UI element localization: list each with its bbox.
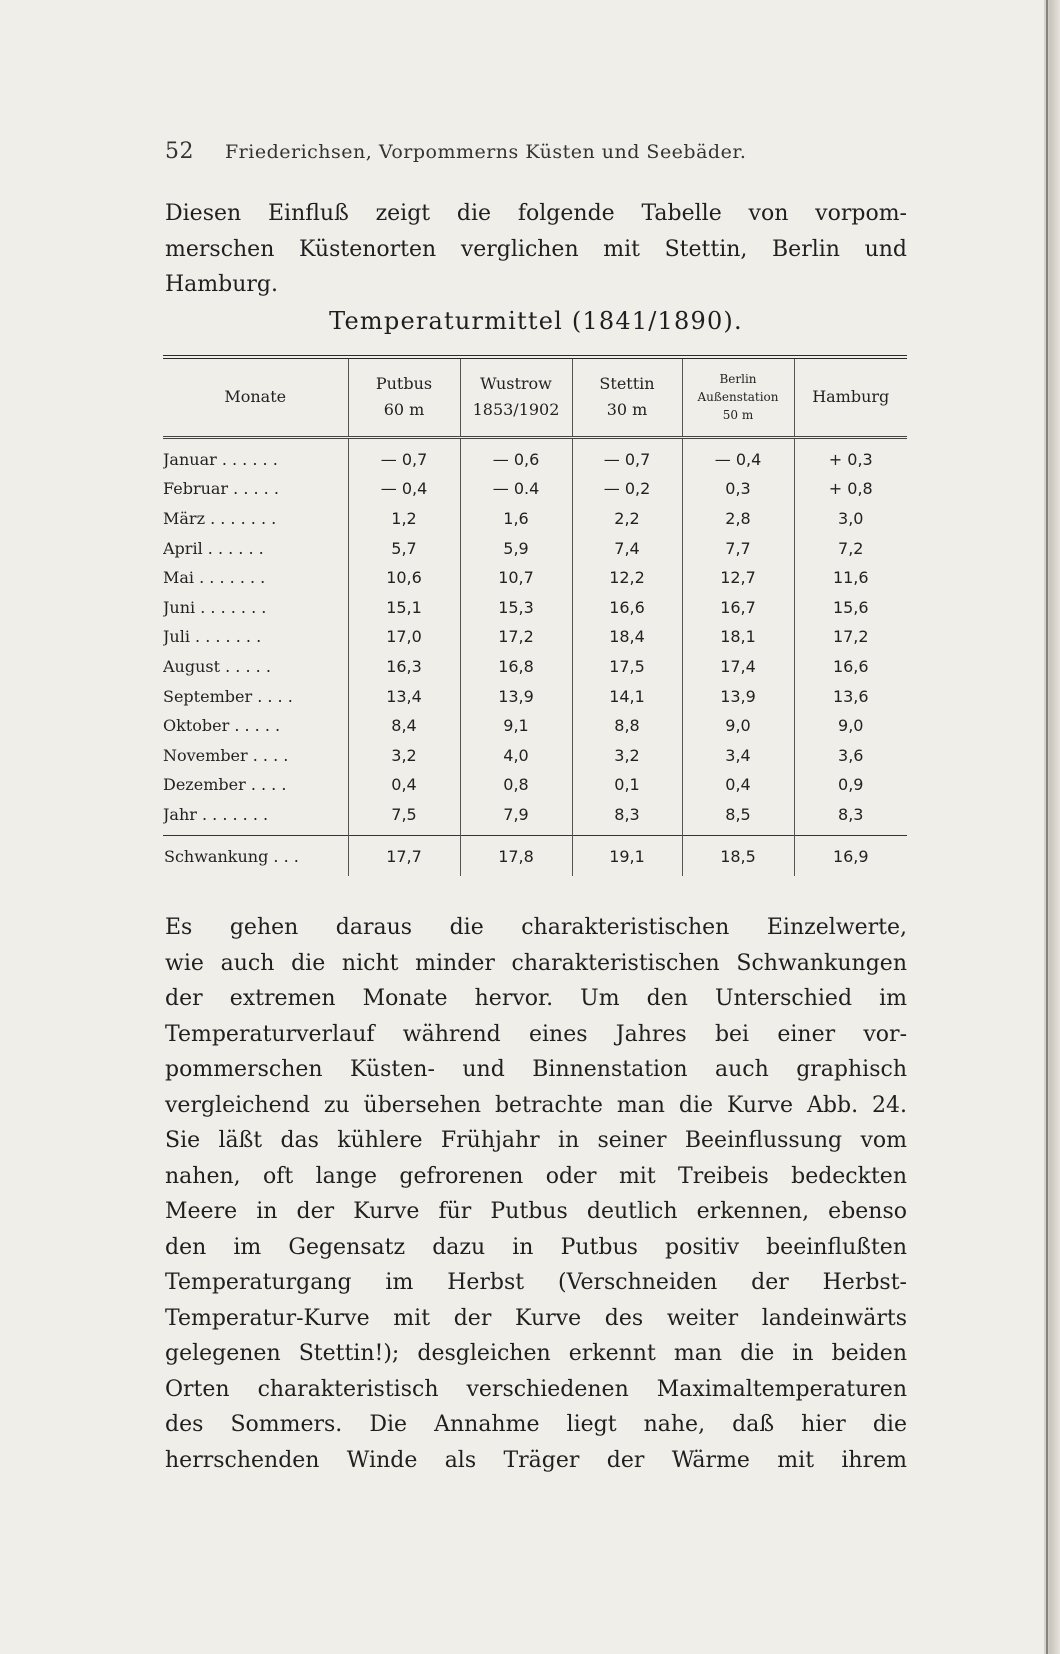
footer-cell: 16,9 bbox=[794, 836, 907, 877]
value-cell: 16,6 bbox=[572, 592, 682, 622]
value-cell: 10,6 bbox=[348, 563, 460, 593]
footer-cell: 17,7 bbox=[348, 836, 460, 877]
footer-cell: 17,8 bbox=[460, 836, 572, 877]
table-caption: Temperaturmittel (1841/1890). bbox=[329, 307, 743, 335]
value-cell: 8,8 bbox=[572, 711, 682, 741]
table-row bbox=[163, 652, 907, 682]
running-title: Friederichsen, Vorpommerns Küsten und Seebäder. bbox=[225, 141, 747, 163]
value-cell: 8,3 bbox=[794, 800, 907, 836]
intro-line: Diesen Einfluß zeigt die folgende Tabelle von vorpom- bbox=[165, 201, 907, 226]
value-cell: 16,6 bbox=[794, 652, 907, 682]
month-cell: Juni . . . . . . . bbox=[163, 597, 267, 617]
intro-line: Hamburg. bbox=[165, 272, 279, 297]
month-cell: Juli . . . . . . . bbox=[163, 627, 262, 647]
body-line: Temperatur-Kurve mit der Kurve des weiter landeinwärts bbox=[165, 1305, 907, 1331]
value-cell: 3,2 bbox=[348, 740, 460, 770]
intro-line: merschen Küstenorten verglichen mit Stettin, Berlin und bbox=[165, 236, 907, 262]
value-cell: 0,9 bbox=[794, 770, 907, 800]
value-cell: 8,5 bbox=[682, 800, 794, 836]
value-cell: 11,6 bbox=[794, 563, 907, 593]
month-cell: Januar . . . . . . bbox=[163, 449, 278, 469]
value-cell: 15,6 bbox=[794, 592, 907, 622]
value-cell: 12,7 bbox=[682, 563, 794, 593]
body-line: Temperaturgang im Herbst (Verschneiden der Herbst- bbox=[165, 1270, 907, 1295]
body-line: Sie läßt das kühlere Frühjahr in seiner Beeinflussung vom bbox=[165, 1128, 907, 1153]
value-cell: 14,1 bbox=[572, 681, 682, 711]
table-row bbox=[163, 681, 907, 711]
running-head bbox=[165, 139, 805, 169]
column-header-berlin: Berlin Außenstation 50 m bbox=[682, 357, 794, 437]
value-cell: 7,2 bbox=[794, 533, 907, 563]
value-cell: 2,2 bbox=[572, 504, 682, 534]
body-line: Meere in der Kurve für Putbus deutlich erkennen, ebenso bbox=[165, 1199, 907, 1224]
value-cell: 13,6 bbox=[794, 681, 907, 711]
body-line: den im Gegensatz dazu in Putbus positiv beeinflußten bbox=[165, 1234, 907, 1260]
table-row bbox=[163, 504, 907, 534]
table-row bbox=[163, 711, 907, 741]
value-cell: 9,0 bbox=[794, 711, 907, 741]
table-row bbox=[163, 474, 907, 504]
temperature-table bbox=[163, 355, 907, 876]
month-cell: März . . . . . . . bbox=[163, 508, 277, 528]
value-cell: 15,3 bbox=[460, 592, 572, 622]
value-cell: 7,5 bbox=[348, 800, 460, 836]
month-cell: September . . . . bbox=[163, 686, 293, 706]
value-cell: — 0,7 bbox=[572, 437, 682, 474]
footer-cell: 18,5 bbox=[682, 836, 794, 877]
value-cell: 15,1 bbox=[348, 592, 460, 622]
value-cell: 17,5 bbox=[572, 652, 682, 682]
column-header-stettin: Stettin 30 m bbox=[572, 357, 682, 437]
value-cell: — 0,2 bbox=[572, 474, 682, 504]
column-header-putbus: Putbus 60 m bbox=[348, 357, 460, 437]
footer-label: Schwankung . . . bbox=[163, 836, 348, 877]
table-row bbox=[163, 770, 907, 800]
value-cell: 3,6 bbox=[794, 740, 907, 770]
value-cell: 8,3 bbox=[572, 800, 682, 836]
value-cell: 16,3 bbox=[348, 652, 460, 682]
value-cell: 18,4 bbox=[572, 622, 682, 652]
month-cell: Mai . . . . . . . bbox=[163, 568, 266, 588]
value-cell: 7,7 bbox=[682, 533, 794, 563]
month-cell: Dezember . . . . bbox=[163, 775, 287, 795]
value-cell: 18,1 bbox=[682, 622, 794, 652]
value-cell: + 0,3 bbox=[794, 437, 907, 474]
value-cell: — 0,7 bbox=[348, 437, 460, 474]
table-row bbox=[163, 800, 907, 836]
value-cell: 4,0 bbox=[460, 740, 572, 770]
body-line: Temperaturverlauf während eines Jahres bei einer vor- bbox=[165, 1021, 907, 1047]
month-cell: August . . . . . bbox=[163, 656, 271, 676]
table-row bbox=[163, 437, 907, 474]
table-row bbox=[163, 740, 907, 770]
body-paragraph bbox=[165, 910, 907, 1478]
page-number: 52 bbox=[165, 139, 194, 164]
value-cell: 1,2 bbox=[348, 504, 460, 534]
body-line: pommerschen Küsten- und Binnenstation auch graphisch bbox=[165, 1057, 907, 1082]
value-cell: 9,0 bbox=[682, 711, 794, 741]
value-cell: 10,7 bbox=[460, 563, 572, 593]
table-row bbox=[163, 592, 907, 622]
value-cell: 12,2 bbox=[572, 563, 682, 593]
body-line: des Sommers. Die Annahme liegt nahe, daß hier die bbox=[165, 1412, 907, 1437]
month-cell: November . . . . bbox=[163, 745, 289, 765]
body-line: nahen, oft lange gefrorenen oder mit Treibeis bedeckten bbox=[165, 1163, 907, 1189]
table-row bbox=[163, 533, 907, 563]
table-footer-row bbox=[163, 836, 907, 877]
column-header-wustrow: Wustrow 1853/1902 bbox=[460, 357, 572, 437]
value-cell: 13,4 bbox=[348, 681, 460, 711]
value-cell: 8,4 bbox=[348, 711, 460, 741]
value-cell: 1,6 bbox=[460, 504, 572, 534]
value-cell: 13,9 bbox=[460, 681, 572, 711]
body-line: wie auch die nicht minder charakteristischen Schwankungen bbox=[165, 950, 907, 976]
value-cell: 5,7 bbox=[348, 533, 460, 563]
value-cell: — 0,4 bbox=[348, 474, 460, 504]
month-cell: Februar . . . . . bbox=[163, 479, 279, 499]
body-line: Orten charakteristisch verschiedenen Maximaltemperaturen bbox=[165, 1376, 907, 1402]
value-cell: — 0.4 bbox=[460, 474, 572, 504]
body-line: herrschenden Winde als Träger der Wärme mit ihrem bbox=[165, 1447, 907, 1473]
value-cell: 13,9 bbox=[682, 681, 794, 711]
value-cell: 17,2 bbox=[460, 622, 572, 652]
value-cell: 5,9 bbox=[460, 533, 572, 563]
value-cell: 0,4 bbox=[682, 770, 794, 800]
table-row bbox=[163, 563, 907, 593]
value-cell: 16,7 bbox=[682, 592, 794, 622]
value-cell: 0,8 bbox=[460, 770, 572, 800]
value-cell: — 0,4 bbox=[682, 437, 794, 474]
table-header-row bbox=[163, 357, 907, 437]
table-row bbox=[163, 622, 907, 652]
value-cell: 16,8 bbox=[460, 652, 572, 682]
value-cell: — 0,6 bbox=[460, 437, 572, 474]
month-cell: April . . . . . . bbox=[163, 538, 264, 558]
value-cell: 0,1 bbox=[572, 770, 682, 800]
value-cell: 7,4 bbox=[572, 533, 682, 563]
intro-paragraph bbox=[165, 196, 907, 303]
value-cell: 7,9 bbox=[460, 800, 572, 836]
value-cell: 17,2 bbox=[794, 622, 907, 652]
value-cell: + 0,8 bbox=[794, 474, 907, 504]
value-cell: 0,4 bbox=[348, 770, 460, 800]
column-header-monate: Monate bbox=[163, 357, 348, 437]
body-line: vergleichend zu übersehen betrachte man die Kurve Abb. 24. bbox=[165, 1092, 907, 1118]
value-cell: 3,4 bbox=[682, 740, 794, 770]
page-edge-line bbox=[1046, 0, 1048, 1654]
value-cell: 0,3 bbox=[682, 474, 794, 504]
month-cell: Jahr . . . . . . . bbox=[163, 804, 269, 824]
value-cell: 3,2 bbox=[572, 740, 682, 770]
month-cell: Oktober . . . . . bbox=[163, 716, 281, 736]
footer-cell: 19,1 bbox=[572, 836, 682, 877]
value-cell: 17,4 bbox=[682, 652, 794, 682]
value-cell: 2,8 bbox=[682, 504, 794, 534]
value-cell: 9,1 bbox=[460, 711, 572, 741]
column-header-hamburg: Hamburg bbox=[794, 357, 907, 437]
value-cell: 3,0 bbox=[794, 504, 907, 534]
value-cell: 17,0 bbox=[348, 622, 460, 652]
body-line: gelegenen Stettin!); desgleichen erkennt man die in beiden bbox=[165, 1341, 907, 1366]
body-line: der extremen Monate hervor. Um den Unterschied im bbox=[165, 986, 907, 1011]
body-line: Es gehen daraus die charakteristischen Einzelwerte, bbox=[165, 915, 907, 940]
